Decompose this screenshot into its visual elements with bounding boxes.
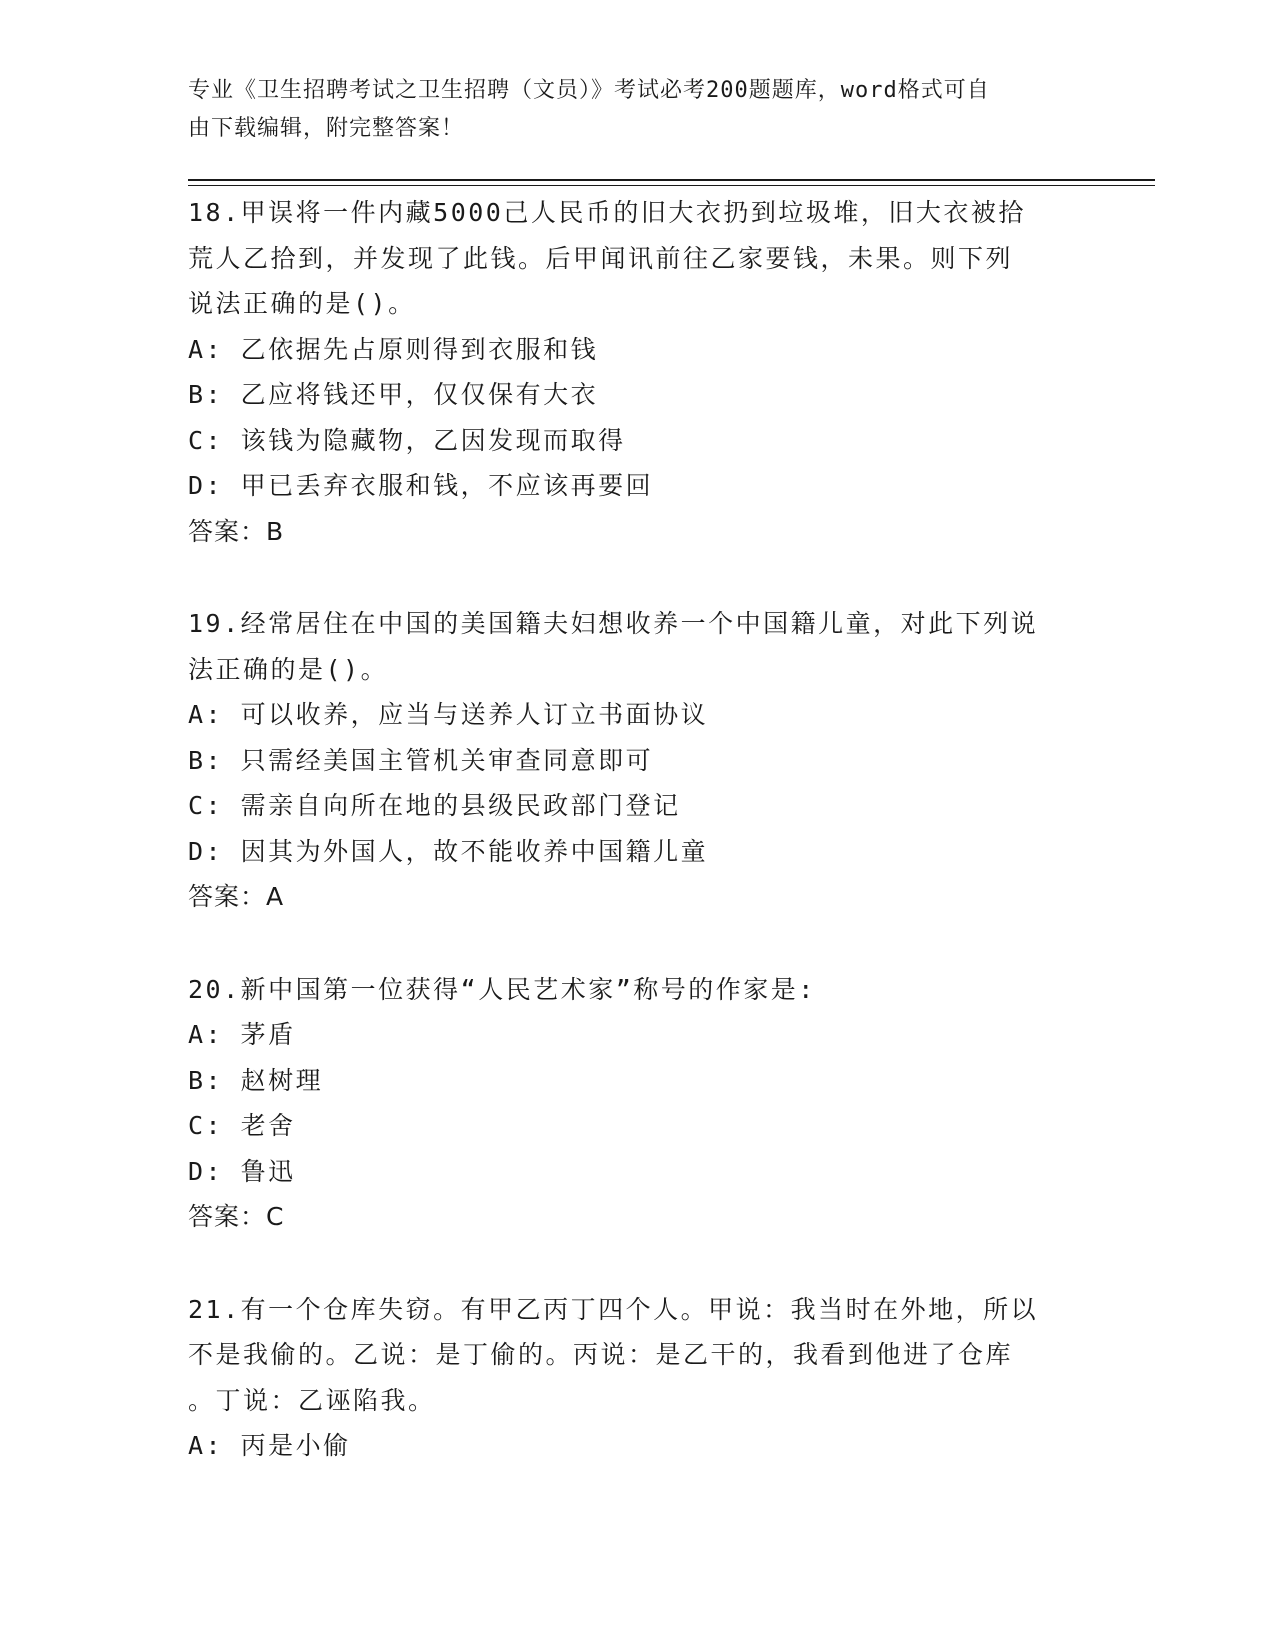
option-a: A: 丙是小偷 xyxy=(188,1431,351,1460)
answer: 答案：C xyxy=(188,1202,285,1231)
option-a: A: 乙依据先占原则得到衣服和钱 xyxy=(188,334,599,364)
option-d: D: 因其为外国人，故不能收养中国籍儿童 xyxy=(188,836,709,866)
option-b: B: 赵树理 xyxy=(188,1065,324,1095)
option-b: B: 只需经美国主管机关审查同意即可 xyxy=(188,745,654,775)
question-18 xyxy=(188,190,1088,554)
question-19 xyxy=(188,601,1088,920)
header-rule-thin xyxy=(188,185,1155,186)
option-d: D: 甲已丢弃衣服和钱，不应该再要回 xyxy=(188,471,654,500)
option-b: B: 乙应将钱还甲，仅仅保有大衣 xyxy=(188,380,599,409)
option-c: C: 该钱为隐藏物，乙因发现而取得 xyxy=(188,425,626,455)
question-list xyxy=(188,190,1088,1516)
question-text: 18.甲误将一件内藏5000己人民币的旧大衣扔到垃圾堆，旧大衣被拾 荒人乙拾到，并发现了此钱。后甲闻讯前往乙家要钱，未果。则下列 说法正确的是()。 xyxy=(188,198,1026,318)
header-line-2: 由下载编辑，附完整答案！ xyxy=(188,116,465,141)
document-header xyxy=(188,72,1068,148)
option-a: A: 可以收养，应当与送养人订立书面协议 xyxy=(188,700,709,729)
answer: 答案：A xyxy=(188,882,285,911)
header-line-1: 专业《卫生招聘考试之卫生招聘（文员）》考试必考200题题库，word格式可自 xyxy=(188,78,990,103)
option-d: D: 鲁迅 xyxy=(188,1156,296,1186)
header-rule-thick xyxy=(188,179,1155,181)
question-20 xyxy=(188,967,1088,1240)
question-text: 21.有一个仓库失窃。有甲乙丙丁四个人。甲说：我当时在外地，所以 不是我偷的。乙说：是丁偷的。丙说：是乙干的，我看到他进了仓库 。丁说：乙诬陷我。 xyxy=(188,1294,1039,1415)
question-text: 20.新中国第一位获得“人民艺术家”称号的作家是: xyxy=(188,974,816,1004)
question-21 xyxy=(188,1287,1088,1469)
answer: 答案：B xyxy=(188,516,285,546)
option-a: A: 茅盾 xyxy=(188,1020,296,1049)
option-c: C: 需亲自向所在地的县级民政部门登记 xyxy=(188,791,681,820)
option-c: C: 老舍 xyxy=(188,1111,296,1140)
question-text: 19.经常居住在中国的美国籍夫妇想收养一个中国籍儿童，对此下列说 法正确的是()。 xyxy=(188,609,1039,684)
